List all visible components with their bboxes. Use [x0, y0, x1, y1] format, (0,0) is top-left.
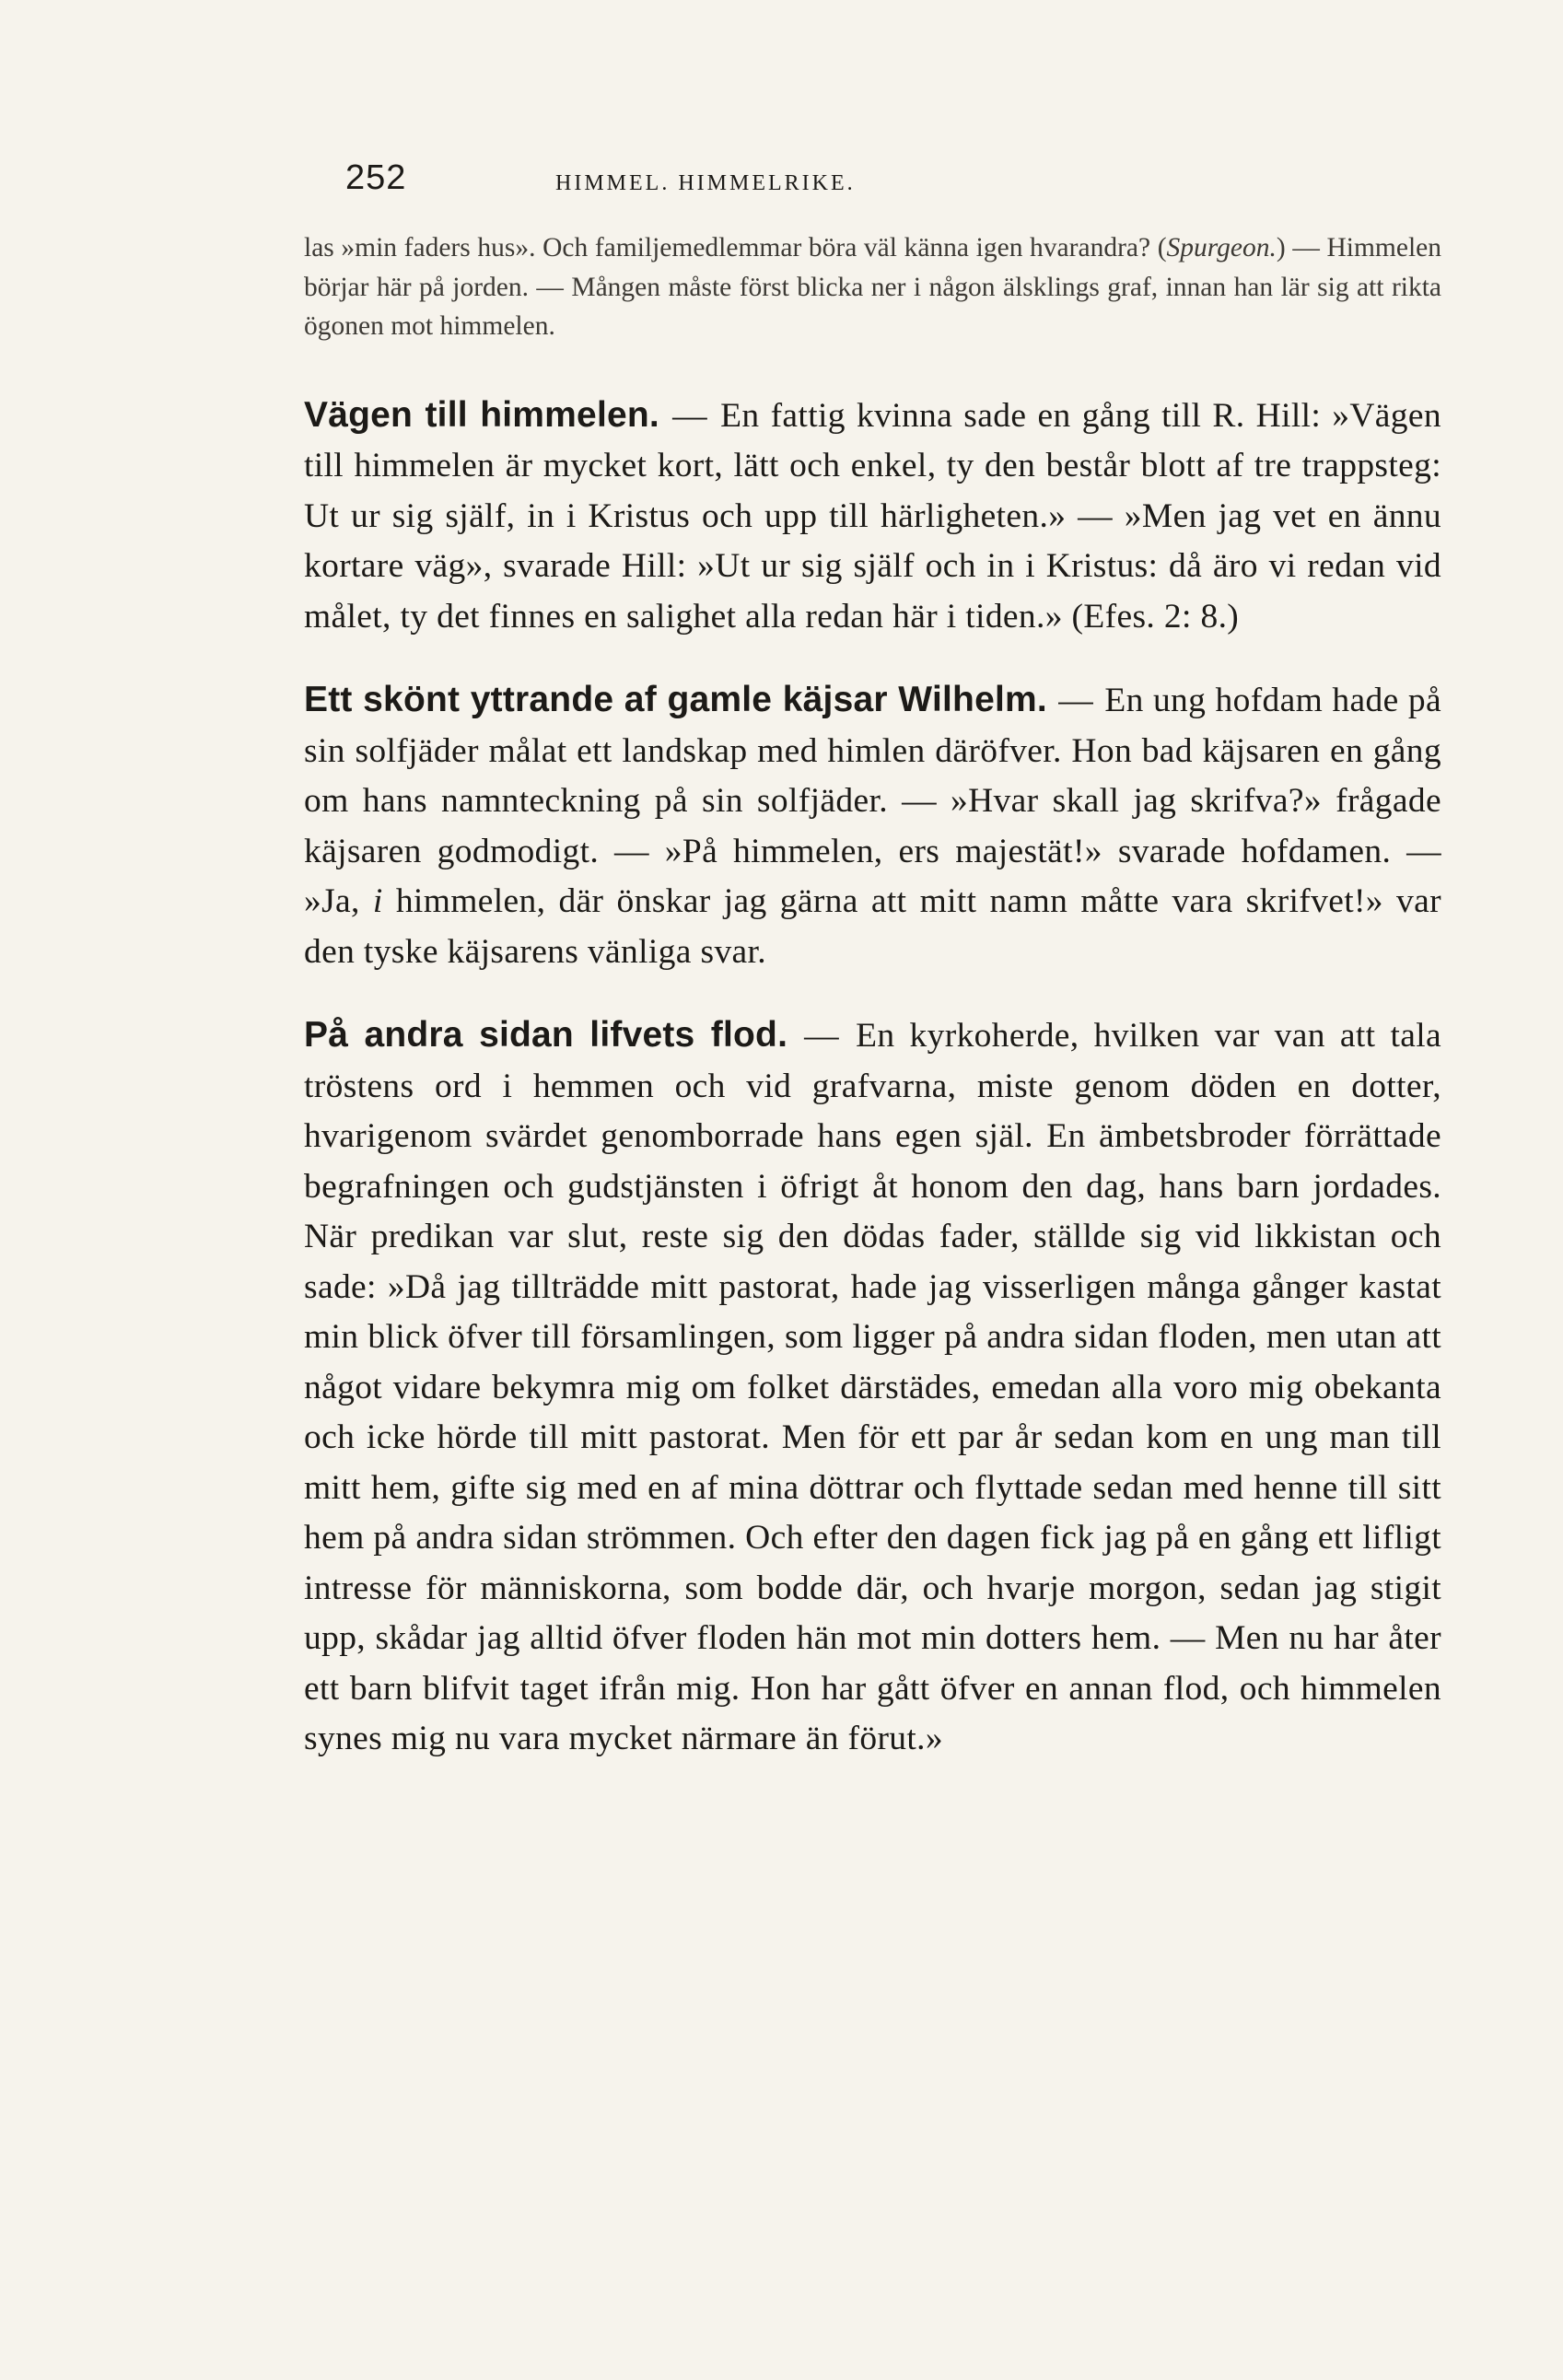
section-vagen: Vägen till himmelen. — En fattig kvinna sade en gång till R. Hill: »Vägen till himmelen är mycket kort, lätt och enkel, ty den består blott af tre trappsteg: Ut ur sig själf, in i Kristus och upp till härligheten.» — »Men jag vet en ännu kortare väg», svarade Hill: »Ut ur sig själf och in i Kristus: då äro vi redan vid målet, ty det finnes en salighet alla redan här i tiden.» (Efes. 2: 8.): [304, 394, 1441, 636]
section-text: En ung hofdam hade på sin solfjäder målat ett landskap med himlen däröfver. Hon bad käjsaren en gång om hans namnteckning på sin solfjäder. — »Hvar skall jag skrifva?» frågade käjsaren godmodigt. — »På himmelen, ers majestät!» svarade hofdamen. — »Ja,: [304, 682, 1441, 920]
section-wilhelm: Ett skönt yttrande af gamle käjsar Wilhelm. — En ung hofdam hade på sin solfjäder målat ett landskap med himlen däröfver. Hon bad käjsaren en gång om hans namnteckning på sin solfjäder. — »Hvar skall jag skrifva?» frågade käjsaren godmodigt. — »På himmelen, ers majestät!» svarade hofdamen. — »Ja, i himmelen, där önskar jag gärna att mitt namn måtte vara skrifvet!» var den tyske käjsarens vänliga svar.: [304, 680, 1441, 971]
page-header: [345, 158, 1446, 214]
running-head: HIMMEL. HIMMELRIKE.: [555, 171, 856, 195]
section-text: En kyrkoherde, hvilken var van att tala tröstens ord i hemmen och vid grafvarna, miste genom döden en dotter, hvarigenom svärdet genomborrade hans egen själ. En ämbetsbroder förrättade begrafningen och gudstjänsten i öfrigt åt honom den dag, hans barn jordades. När predikan var slut, reste sig den dödas fader, ställde sig vid likkistan och sade: »Då jag tillträdde mitt pastorat, hade jag visserligen många gånger kastat min blick öfver till församlingen, som ligger på andra sidan floden, men utan att något vidare bekymra mig om folket därstädes, emedan alla voro mig obekanta och icke hörde till mitt pastorat. Men för ett par år sedan kom en ung man till mitt hem, gifte sig med en af mina döttrar och flyttade sedan med henne till sitt hem på andra sidan strömmen. Och efter den dagen fick jag på en gång ett lifligt intresse för människorna, som bodde där, och hvarje morgon, sedan jag stigit upp, skådar jag alltid öfver floden hän mot min dotters hem. — Men nu har åter ett barn blifvit taget ifrån mig. Hon har gått öfver en annan flod, och himmelen synes mig nu vara mycket närmare än förut.»: [304, 1017, 1441, 1757]
section-emphasis: i: [372, 882, 383, 920]
page-body: [304, 228, 1441, 1798]
section-heading: Ett skönt yttrande af gamle käjsar Wilhelm.: [304, 680, 1047, 719]
intro-source: Spurgeon.: [1166, 233, 1277, 262]
section-text: En fattig kvinna sade en gång till R. Hill: »Vägen till himmelen är mycket kort, lätt och enkel, ty den består blott af tre trappsteg: Ut ur sig själf, in i Kristus och upp till härligheten.» — »Men jag vet en ännu kortare väg», svarade Hill: »Ut ur sig själf och in i Kristus: då äro vi redan vid målet, ty det finnes en salighet alla redan här i tiden.» (Efes. 2: 8.): [304, 396, 1441, 636]
page-number: 252: [345, 158, 407, 197]
section-text-continued: himmelen, där önskar jag gärna att mitt namn måtte vara skrifvet!» var den tyske käjsarens vänliga svar.: [304, 882, 1441, 971]
intro-paragraph: [304, 228, 1441, 346]
section-flod: På andra sidan lifvets flod. — En kyrkoherde, hvilken var van att tala tröstens ord i hemmen och vid grafvarna, miste genom döden en dotter, hvarigenom svärdet genomborrade hans egen själ. En ämbetsbroder förrättade begrafningen och gudstjänsten i öfrigt åt honom den dag, hans barn jordades. När predikan var slut, reste sig den dödas fader, ställde sig vid likkistan och sade: »Då jag tillträdde mitt pastorat, hade jag visserligen många gånger kastat min blick öfver till församlingen, som ligger på andra sidan floden, men utan att något vidare bekymra mig om folket därstädes, emedan alla voro mig obekanta och icke hörde till mitt pastorat. Men för ett par år sedan kom en ung man till mitt hem, gifte sig med en af mina döttrar och flyttade sedan med henne till sitt hem på andra sidan strömmen. Och efter den dagen fick jag på en gång ett lifligt intresse för människorna, som bodde där, och hvarje morgon, sedan jag stigit upp, skådar jag alltid öfver floden hän mot min dotters hem. — Men nu har åter ett barn blifvit taget ifrån mig. Hon har gått öfver en annan flod, och himmelen synes mig nu vara mycket närmare än förut.»: [304, 1015, 1441, 1757]
section-heading: Vägen till himmelen.: [304, 394, 659, 435]
section-heading: På andra sidan lifvets flod.: [304, 1015, 788, 1055]
intro-text: las »min faders hus». Och familjemedlemmar böra väl känna igen hvarandra? (: [304, 233, 1167, 262]
intro-text-continued: ) — Himmelen börjar här på jorden. — Mången måste först blicka ner i någon älsklings graf, innan han lär sig att rikta ögonen mot himmelen.: [304, 233, 1441, 341]
